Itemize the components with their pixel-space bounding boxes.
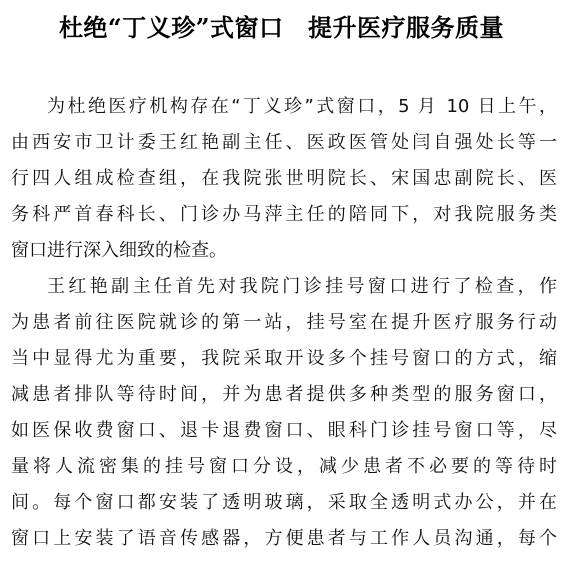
article-body <box>11 91 557 559</box>
text-line: 窗口上安装了语音传感器，方便患者与工作人员沟通，每个 <box>11 528 557 549</box>
article-title: 杜绝“丁义珍”式窗口 提升医疗服务质量 <box>58 13 505 42</box>
text-line: 减患者排队等待时间，并为患者提供多种类型的服务窗口， <box>11 384 557 405</box>
text-line: 务科严首春科长、门诊办马萍主任的陪同下，对我院服务类 <box>11 204 557 225</box>
text-line: 为患者前往医院就诊的第一站，挂号室在提升医疗服务行动 <box>11 312 557 333</box>
text-line: 王红艳副主任首先对我院门诊挂号窗口进行了检查，作 <box>47 276 557 297</box>
text-line: 如医保收费窗口、退卡退费窗口、眼科门诊挂号窗口等，尽 <box>11 420 557 441</box>
paragraph-inspection-intro <box>11 91 557 271</box>
text-line: 为杜绝医疗机构存在“丁义珍”式窗口，5 月 10 日上午， <box>47 96 557 117</box>
paragraph-registration-window <box>11 271 557 559</box>
text-line: 间。每个窗口都安装了透明玻璃，采取全透明式办公，并在 <box>11 492 557 513</box>
text-line: 由西安市卫计委王红艳副主任、医政医管处闫自强处长等一 <box>11 132 557 153</box>
text-line: 当中显得尤为重要，我院采取开设多个挂号窗口的方式，缩 <box>11 348 557 369</box>
text-line: 窗口进行深入细致的检查。 <box>11 240 227 261</box>
text-line: 量将人流密集的挂号窗口分设，减少患者不必要的等待时 <box>11 456 557 477</box>
text-line: 行四人组成检查组，在我院张世明院长、宋国忠副院长、医 <box>11 168 557 189</box>
